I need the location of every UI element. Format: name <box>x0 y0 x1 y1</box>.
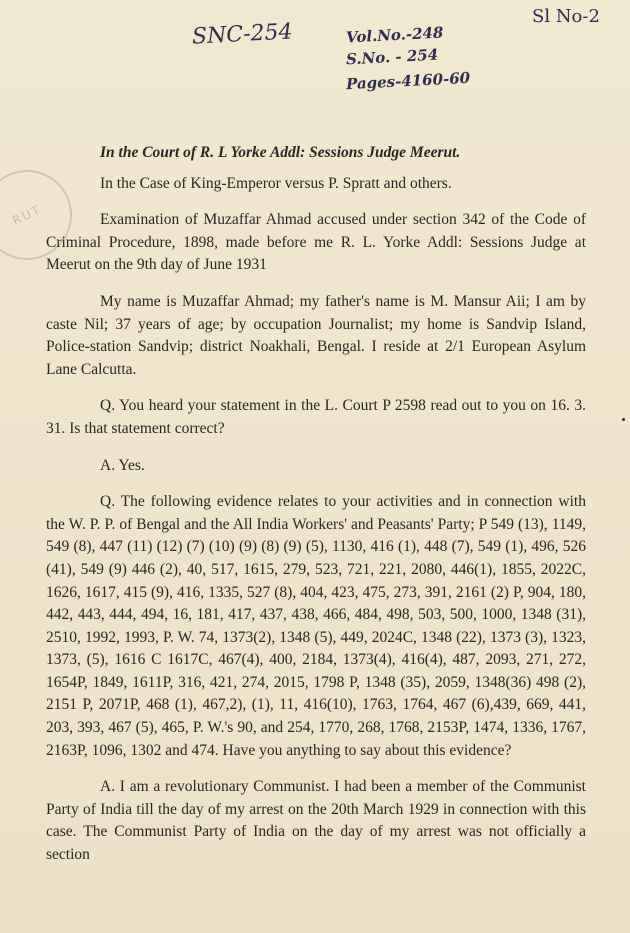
handwritten-sl-number: Sl No-2 <box>532 6 600 27</box>
handwritten-serial-number: S.No. - 254 <box>345 45 439 69</box>
personal-details-paragraph: My name is Muzaffar Ahmad; my father's name is M. Mansur Aii; I am by caste Nil; 37 years of age; by occupation Journalist; my home is Sandvip Island, Police-station Sandvip; district Noakhali, Bengal. I reside at 2/1 European Asylum Lane Calcutta. <box>46 292 586 378</box>
handwritten-volume-number: Vol.No.-248 <box>345 23 444 47</box>
answer-2: A. I am a revolutionary Communist. I had been a member of the Communist Party of India till the day of my arrest on the 20th March 1929 in connection with this case. The Communist Party of India on the day of my arrest was not officially a section <box>46 778 586 864</box>
question-1: Q. You heard your statement in the L. Court P 2598 read out to you on 16. 3. 31. Is that statement correct? <box>46 397 586 437</box>
stamp-text: RUT <box>10 202 44 228</box>
question-2-evidence: Q. The following evidence relates to your activities and in connection with the W. P. P. of Bengal and the All India Workers' and Peasants' Party; P 549 (13), 1149, 549 (8), 447 (11) (12) (7) (10) (9) (8) (9) (5), 1130, 416 (1), 448 (7), 549 (1), 496, 526 (41), 549 (9) 446 (2), 40, 517, 1615, 279, 523, 721, 221, 2080, 446(1), 1855, 2022C, 1626, 1617, 415 (9), 416, 1335, 527 (8), 404, 423, 475, 273, 391, 2161 (2) P, 904, 180, 442, 443, 444, 494, 16, 181, 417, 437, 438, 466, 484, 498, 503, 500, 1000, 1348 (31), 2510, 1992, 1993, P. W. 74, 1373(2), 1348 (5), 449, 2024C, 1348 (22), 1373 (3), 1323, 1373, (5), 1616 C 1617C, 467(4), 400, 2184, 1373(4), 416(4), 487, 2093, 271, 272, 1654P, 1849, 1611P, 316, 421, 274, 2015, 1798 P, 1348 (35), 2059, 1348(36) 498 (2), 2151 P, 2071P, 468 (1), 467,2), (1), 11, 416(10), 1763, 1764, 467 (6),439, 669, 441, 203, 393, 467 (5), 465, P. W.'s 90, and 254, 1770, 268, 1768, 2153P, 1474, 1336, 1767, 2163P, 1096, 1302 and 474. Have you anything to say about this evidence? <box>46 493 586 759</box>
examination-paragraph: Examination of Muzaffar Ahmad accused under section 342 of the Code of Criminal Procedure, 1898, made before me R. L. Yorke Addl: Sessions Judge at Meerut on the 9th day of June 1931 <box>46 211 586 274</box>
case-line: In the Case of King-Emperor versus P. Spratt and others. <box>100 174 452 192</box>
handwritten-snc-number: SNC-254 <box>191 19 294 50</box>
document-body <box>46 142 586 881</box>
handwritten-page-range: Pages-4160-60 <box>345 68 471 94</box>
court-heading: In the Court of R. L Yorke Addl: Sessions Judge Meerut. <box>100 144 461 161</box>
ink-dot <box>622 418 625 421</box>
answer-1: A. Yes. <box>100 456 145 474</box>
